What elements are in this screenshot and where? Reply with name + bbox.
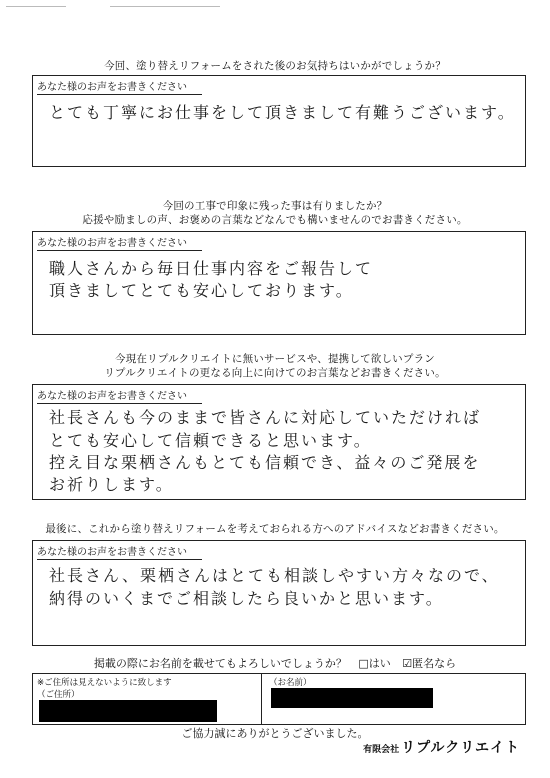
answer-box-label: あなた様のお声をお書きください (37, 234, 202, 251)
question-2-line-1: 今回の工事で印象に残った事は有りましたか？ (162, 200, 388, 212)
anonymous-checkbox[interactable]: ☑匿名なら (402, 657, 457, 670)
answer-box-3 (32, 384, 526, 500)
name-label: （お名前） (269, 678, 312, 688)
address-label: （ご住所） (37, 690, 80, 700)
answer-box-label: あなた様のお声をお書きください (37, 78, 202, 95)
handwritten-line: 社長さん、栗栖さんはとても相談しやすい方々なので、 (49, 566, 500, 585)
thanks-message: ご協力誠にありがとうございました。 (181, 727, 369, 740)
question-2-line-2: 応援や励ましの声、お褒めの言葉などなんでも構いませんのでお書きください。 (82, 214, 468, 226)
handwritten-line: 職人さんから毎日仕事内容をご報告して (49, 259, 374, 278)
answer-box-2 (32, 231, 526, 335)
contact-form (32, 673, 526, 725)
question-3-line-2: リプルクリエイトの更なる向上に向けてのお言葉などお書きください。 (104, 367, 446, 379)
handwritten-line: 控え目な栗栖さんもとても信頼でき、益々のご発展を (49, 453, 481, 472)
handwritten-line: 社長さんも今のままで皆さんに対応していただければ (49, 408, 482, 427)
answer-box-4 (32, 540, 526, 646)
address-note: ※ご住所は見えないように致します (37, 678, 172, 688)
company-logo (363, 737, 520, 757)
handwritten-line: とても丁寧にお仕事をして頂きまして有難うございます。 (49, 103, 516, 122)
redacted-name (271, 688, 433, 708)
form-divider (261, 674, 262, 724)
question-3-line-1: 今現在リプルクリエイトに無いサービスや、提携して欲しいプラン (115, 353, 435, 365)
question-1: 今回、塗り替えリフォームをされた後のお気持ちはいかがでしょうか？ (104, 60, 446, 72)
company-name: リプルクリエイト (401, 740, 520, 756)
handwritten-line: とても安心して信頼できると思います。 (49, 431, 372, 450)
handwritten-line: 納得のいくまでご相談したら良いかと思います。 (49, 589, 444, 608)
scan-mark (6, 6, 66, 7)
handwritten-line: 頂きましてとても安心しております。 (49, 281, 354, 300)
answer-box-label: あなた様のお声をお書きください (37, 387, 202, 404)
question-4: 最後に、これから塗り替えリフォームを考えておられる方へのアドバイスなどお書きください。 (45, 523, 505, 535)
name-permission (0, 655, 550, 671)
company-prefix: 有限会社 (363, 745, 400, 755)
handwritten-line: お祈りします。 (49, 475, 174, 494)
answer-box-1 (32, 75, 526, 167)
permission-question: 掲載の際にお名前を載せてもよろしいでしょうか？ (93, 657, 347, 670)
scan-mark (110, 6, 220, 7)
yes-checkbox[interactable]: □はい (358, 657, 391, 670)
answer-box-label: あなた様のお声をお書きください (37, 543, 202, 560)
redacted-address (39, 700, 217, 722)
